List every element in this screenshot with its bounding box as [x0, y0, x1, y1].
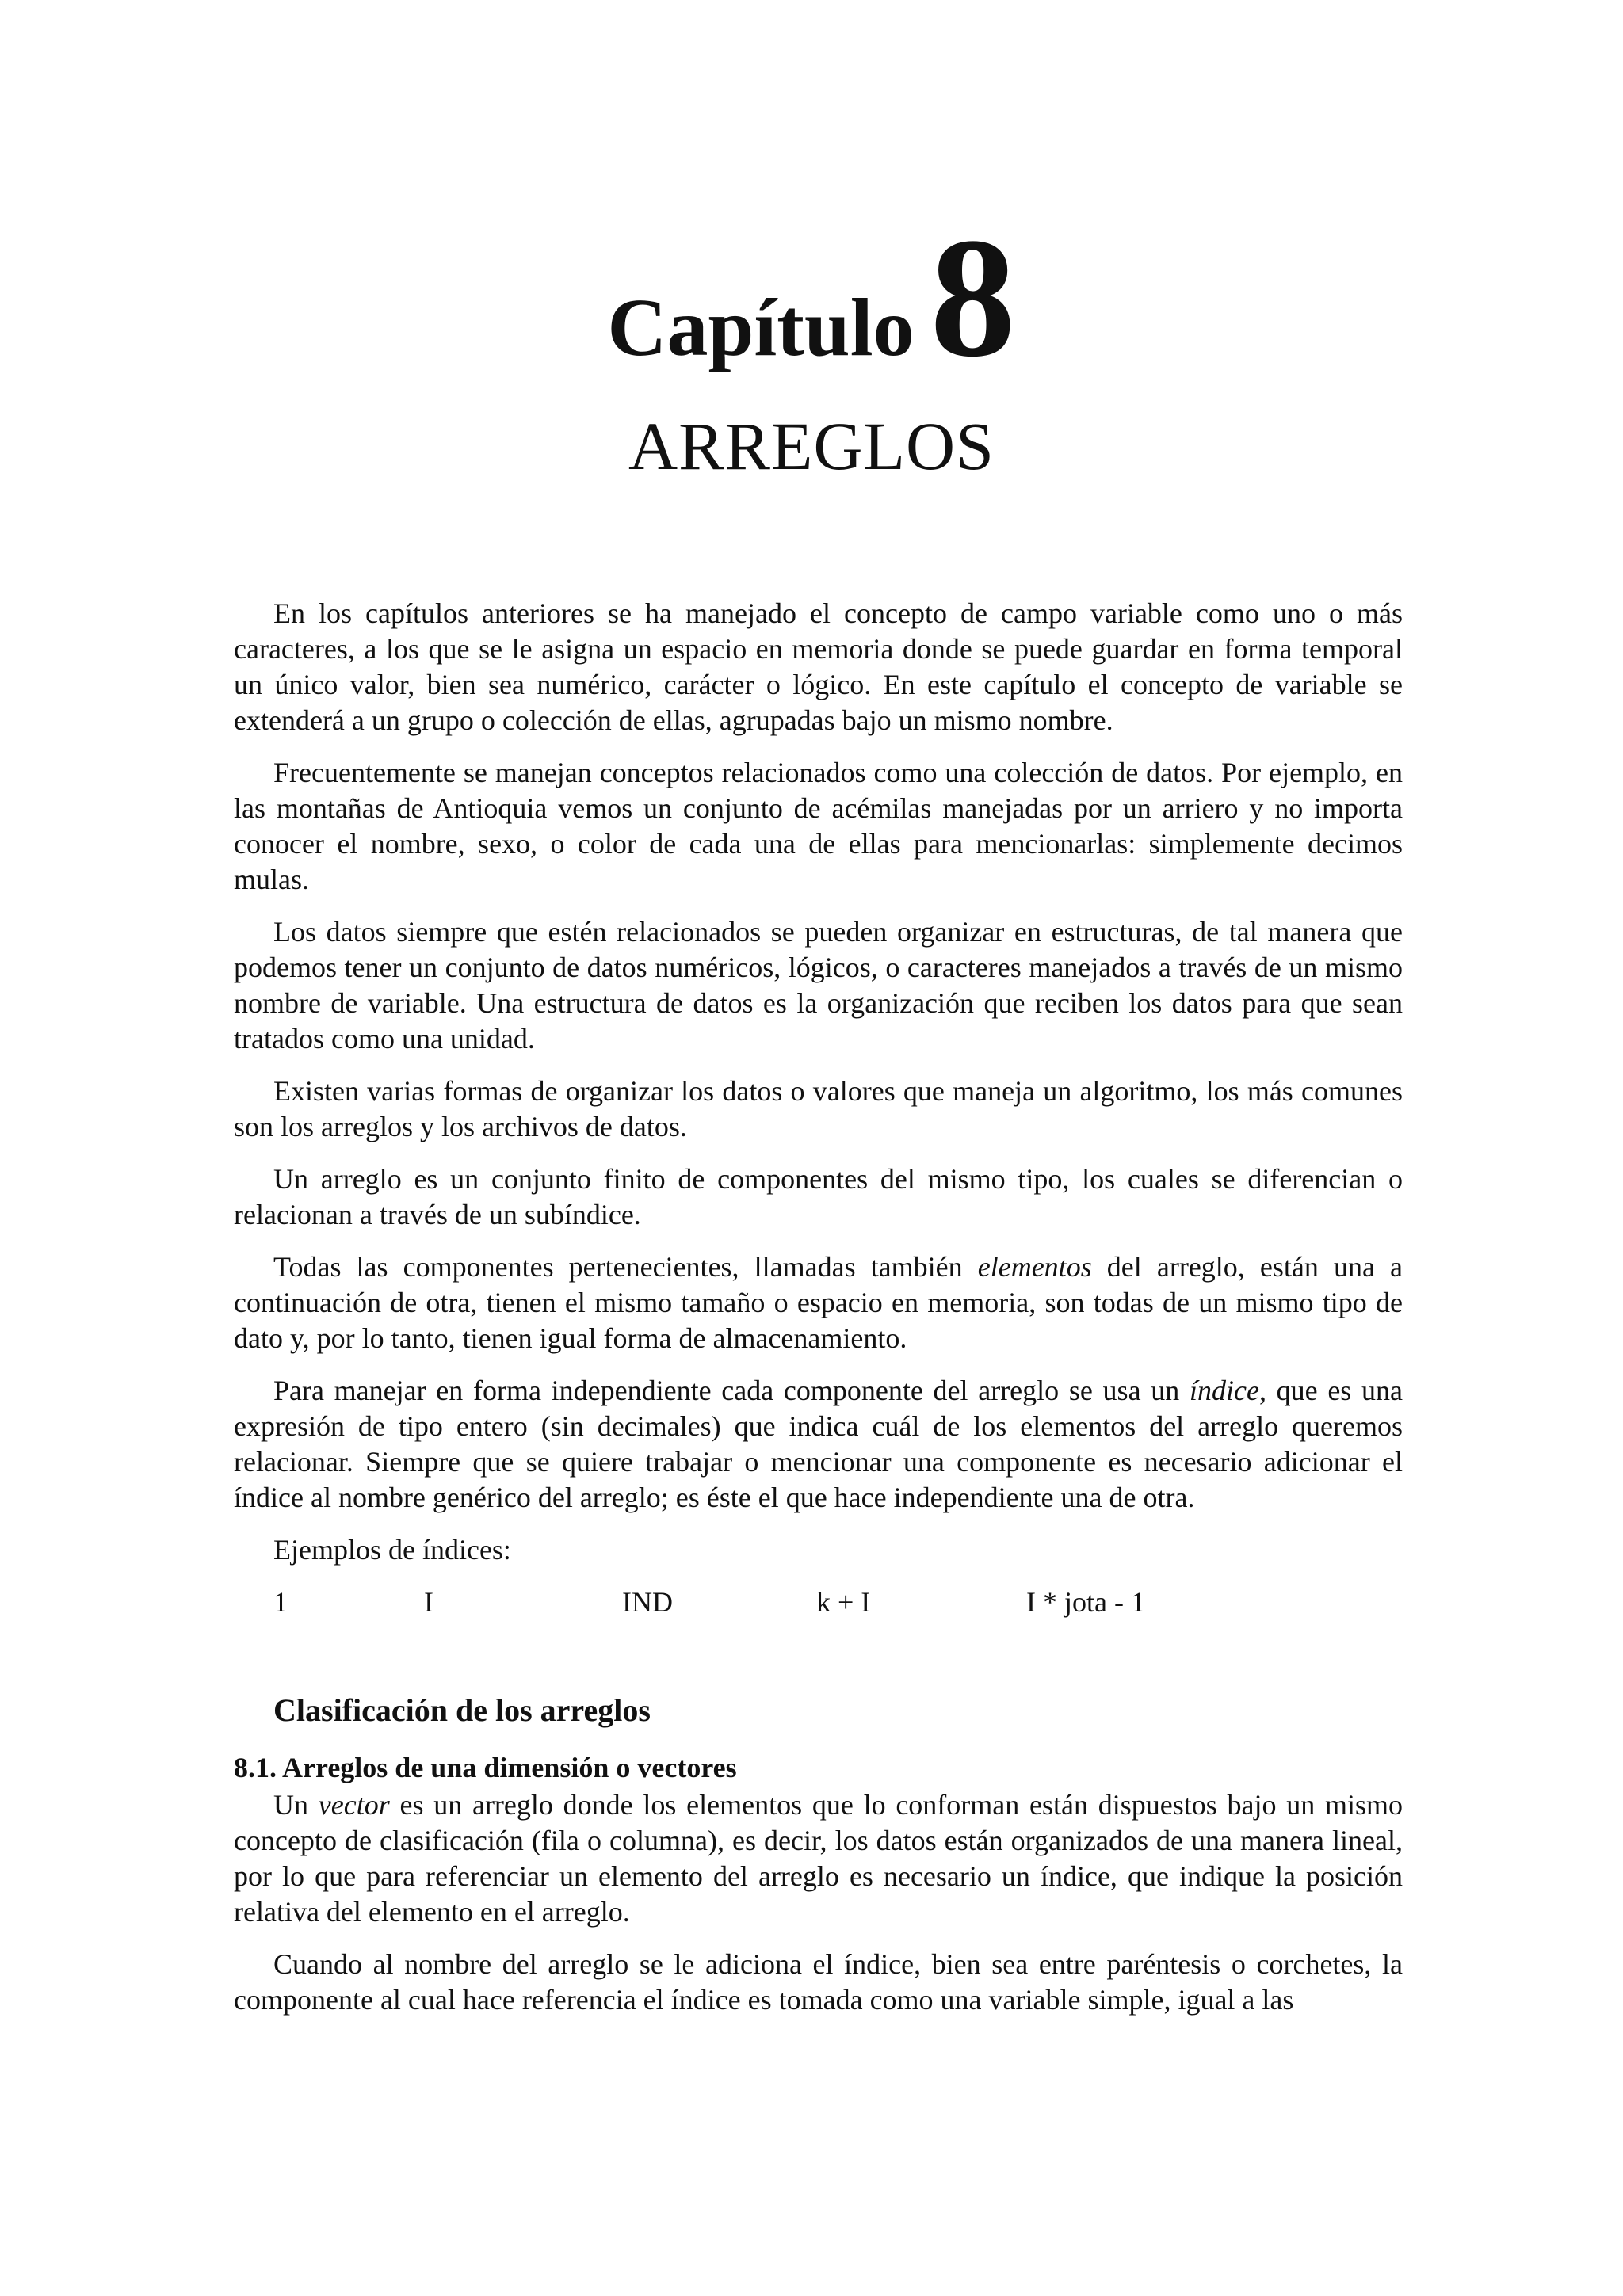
- index-example: k + I: [816, 1586, 871, 1618]
- index-example: I: [424, 1586, 433, 1618]
- paragraph-elements-text-2: del arreglo, están una a continuación de otra, tienen el mismo tamaño o espacio en memoria, son todas de un mismo tipo de dato y, por lo tanto, tienen igual forma de almacenamiento.: [234, 1251, 1403, 1354]
- paragraph-collection: Frecuentemente se manejan conceptos relacionados como una colección de datos. Por ejemplo, en las montañas de Antioquia vemos un conjunto de acémilas manejadas por un arriero y no importa conocer el nombre, sexo, o color de cada una de ellas para mencionarlas: simplemente decimos mulas.: [234, 757, 1403, 895]
- index-example: 1: [273, 1586, 288, 1618]
- chapter-number: 8: [930, 203, 1016, 392]
- paragraph-forms: Existen varias formas de organizar los datos o valores que maneja un algoritmo, los más comunes son los arreglos y los archivos de datos.: [234, 1075, 1403, 1142]
- term-indice: índice: [1189, 1375, 1259, 1406]
- section-heading: Clasificación de los arreglos: [273, 1692, 651, 1728]
- examples-label: Ejemplos de índices:: [273, 1534, 511, 1566]
- index-example: IND: [622, 1586, 673, 1618]
- paragraph-vector-text-1: Un: [273, 1789, 319, 1821]
- paragraph-structures: Los datos siempre que estén relacionados se pueden organizar en estructuras, de tal manera que podemos tener un conjunto de datos numéricos, lógicos, o caracteres manejados a través de un mismo nombre de variable. Una estructura de datos es la organización que reciben los datos para que sean tratados como una unidad.: [234, 916, 1403, 1055]
- paragraph-index: [234, 1373, 1403, 1516]
- term-elementos: elementos: [977, 1251, 1092, 1283]
- paragraph-elements: [234, 1249, 1403, 1356]
- paragraph-vector-text-2: es un arreglo donde los elementos que lo conforman están dispuestos bajo un mismo concepto de clasificación (fila o columna), es decir, los datos están organizados de una manera lineal, por lo que para referenciar un elemento del arreglo es necesario un índice, que indique la posición relativa del elemento en el arreglo.: [234, 1789, 1403, 1928]
- chapter-heading: [0, 203, 1623, 392]
- chapter-word: Capítulo: [607, 282, 915, 373]
- chapter-title: ARREGLOS: [628, 408, 995, 484]
- index-examples-row: [234, 1585, 1403, 1620]
- term-vector: vector: [318, 1789, 390, 1821]
- paragraph-index-name: Cuando al nombre del arreglo se le adiciona el índice, bien sea entre paréntesis o corchetes, la componente al cual hace referencia el índice es tomada como una variable simple, igual a las: [234, 1948, 1403, 2016]
- paragraph-array-definition: Un arreglo es un conjunto finito de componentes del mismo tipo, los cuales se diferencian o relacionan a través de un subíndice.: [234, 1163, 1403, 1230]
- paragraph-index-text-1: Para manejar en forma independiente cada componente del arreglo se usa un: [273, 1375, 1190, 1406]
- body-content: [234, 596, 1403, 2035]
- paragraph-vector: [234, 1787, 1403, 1930]
- index-example: I * jota - 1: [1026, 1586, 1145, 1618]
- paragraph-index-text-2: , que es una expresión de tipo entero (sin decimales) que indica cuál de los elementos del arreglo queremos relacionar. Siempre que se quiere trabajar o mencionar una componente es necesario adicionar el índice al nombre genérico del arreglo; es éste el que hace independiente una de otra.: [234, 1375, 1403, 1513]
- subsection-heading: 8.1. Arreglos de una dimensión o vectores: [234, 1752, 737, 1783]
- paragraph-elements-text-1: Todas las componentes pertenecientes, llamadas también: [273, 1251, 978, 1283]
- paragraph-intro: En los capítulos anteriores se ha manejado el concepto de campo variable como uno o más caracteres, a los que se le asigna un espacio en memoria donde se puede guardar en forma temporal un único valor, bien sea numérico, carácter o lógico. En este capítulo el concepto de variable se extenderá a un grupo o colección de ellas, agrupadas bajo un mismo nombre.: [234, 597, 1403, 736]
